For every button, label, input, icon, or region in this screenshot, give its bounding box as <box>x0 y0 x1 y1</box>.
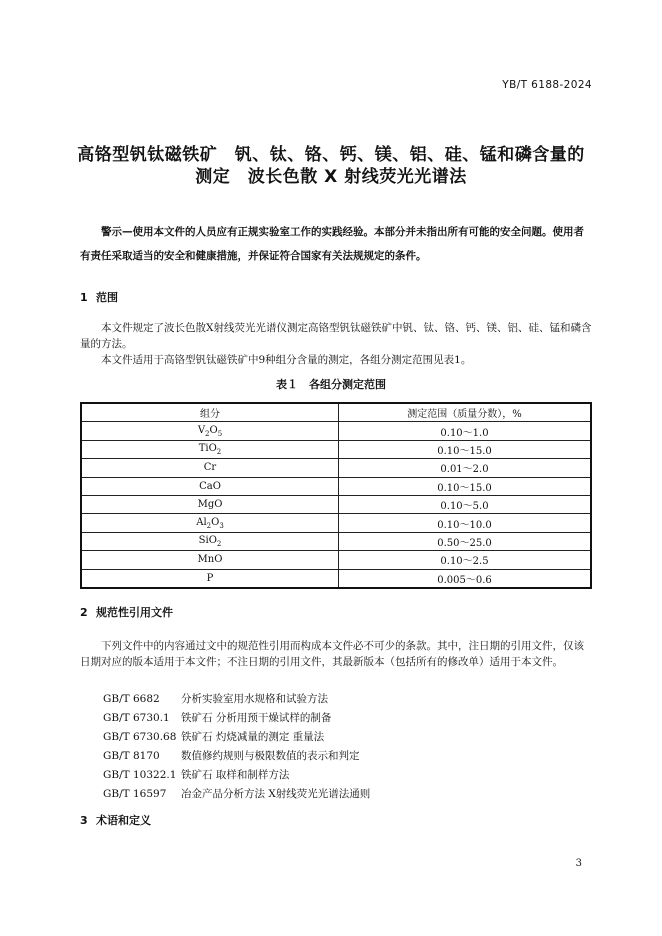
reference-title: 铁矿石 取样和制样方法 <box>181 769 290 781</box>
title-line-1: 高铬型钒钛磁铁矿 钒、钛、铬、钙、镁、铝、硅、锰和磷含量的 <box>77 145 585 165</box>
section-title: 范围 <box>96 291 118 304</box>
section-1-heading <box>80 289 118 305</box>
document-code: YB/T 6188-2024 <box>502 79 592 91</box>
section-number: 2 <box>80 606 88 619</box>
component-cell <box>81 422 339 440</box>
column-header-range: 测定范围（质量分数），% <box>339 403 592 422</box>
reference-code: GB/T 6682 <box>103 693 160 705</box>
formula-subscript: 2 <box>216 447 222 456</box>
table-row <box>81 551 591 569</box>
reference-item <box>103 767 289 782</box>
scope-paragraph-1: 本文件规定了波长色散X射线荧光光谱仪测定高铬型钒钛磁铁矿中钒、钛、铬、钙、镁、铝、硅、锰和磷含量的方法。 <box>80 322 592 350</box>
reference-item <box>103 786 370 801</box>
table-row <box>81 440 591 458</box>
reference-code: GB/T 6730.68 <box>103 731 177 743</box>
table-row <box>81 477 591 495</box>
reference-title: 铁矿石 分析用预干燥试样的制备 <box>181 712 332 724</box>
range-cell: 0.01～2.0 <box>339 459 592 477</box>
formula-subscript: 3 <box>219 521 224 530</box>
range-cell: 0.10～5.0 <box>339 495 592 513</box>
component-cell <box>81 532 339 550</box>
component-cell <box>81 440 339 458</box>
component-cell <box>81 459 339 477</box>
reference-item <box>103 748 360 763</box>
reference-code: GB/T 16597 <box>103 788 167 800</box>
page-number: 3 <box>575 858 582 869</box>
section-number: 1 <box>80 291 88 304</box>
reference-title: 分析实验室用水规格和试验方法 <box>181 693 328 705</box>
table-row <box>81 532 591 550</box>
reference-item <box>103 729 324 744</box>
table-row <box>81 569 591 588</box>
reference-code: GB/T 6730.1 <box>103 712 170 724</box>
formula-subscript: 5 <box>217 429 223 438</box>
section-2-heading <box>80 604 173 620</box>
column-header-component: 组分 <box>81 403 339 422</box>
reference-title: 铁矿石 灼烧减量的测定 重量法 <box>181 731 325 743</box>
formula-text: O <box>209 424 218 436</box>
formula-text: Cr <box>203 462 217 474</box>
component-cell <box>81 569 339 588</box>
formula-subscript: 2 <box>205 429 210 438</box>
table-row <box>81 422 591 440</box>
reference-title: 数值修约规则与极限数值的表示和判定 <box>181 750 360 762</box>
safety-warning: 警示—使用本文件的人员应有正规实验室工作的实践经验。本部分并未指出所有可能的安全问题。使用者有责任采取适当的安全和健康措施，并保证符合国家有关法规规定的条件。 <box>80 226 584 262</box>
reference-code: GB/T 8170 <box>103 750 160 762</box>
component-cell <box>81 551 339 569</box>
section-title: 术语和定义 <box>96 814 151 827</box>
scope-paragraph-2: 本文件适用于高铬型钒钛磁铁矿中9种组分含量的测定，各组分测定范围见表1。 <box>101 354 472 366</box>
range-cell: 0.10～10.0 <box>339 514 592 532</box>
table-row <box>81 459 591 477</box>
title-line-2: 测定 波长色散 X 射线荧光光谱法 <box>195 167 467 187</box>
table-header-row <box>81 403 591 422</box>
component-cell <box>81 495 339 513</box>
formula-text: MnO <box>197 554 223 566</box>
range-cell: 0.10～15.0 <box>339 477 592 495</box>
table-caption: 表１ 各组分测定范围 <box>276 378 386 391</box>
range-cell: 0.005～0.6 <box>339 569 592 588</box>
reference-code: GB/T 10322.1 <box>103 769 177 781</box>
range-cell: 0.10～2.5 <box>339 551 592 569</box>
reference-title: 冶金产品分析方法 X射线荧光光谱法通则 <box>181 788 371 800</box>
normative-references-paragraph: 下列文件中的内容通过文中的规范性引用而构成本文件必不可少的条款。其中，注日期的引用文件，仅该日期对应的版本适用于本文件；不注日期的引用文件，其最新版本（包括所有的修改单）适用于本文件。 <box>80 640 584 668</box>
range-cell: 0.50～25.0 <box>339 532 592 550</box>
formula-text: V <box>197 424 206 436</box>
section-3-heading <box>80 812 151 828</box>
section-title: 规范性引用文件 <box>96 606 173 619</box>
component-range-table <box>80 402 592 589</box>
formula-subscript: 2 <box>216 539 222 548</box>
table-row <box>81 495 591 513</box>
formula-subscript: 2 <box>206 521 212 530</box>
component-cell <box>81 477 339 495</box>
formula-text: Al <box>196 516 207 528</box>
formula-text: MgO <box>197 499 223 511</box>
range-cell: 0.10～1.0 <box>339 422 592 440</box>
formula-text: CaO <box>199 480 221 492</box>
formula-text: P <box>206 572 214 584</box>
component-cell <box>81 514 339 532</box>
reference-item <box>103 710 331 725</box>
range-cell: 0.10～15.0 <box>339 440 592 458</box>
formula-text: SiO <box>198 534 217 546</box>
formula-text: O <box>211 516 220 528</box>
reference-item <box>103 691 328 706</box>
table-row <box>81 514 591 532</box>
formula-text: TiO <box>198 442 217 454</box>
section-number: 3 <box>80 814 88 827</box>
